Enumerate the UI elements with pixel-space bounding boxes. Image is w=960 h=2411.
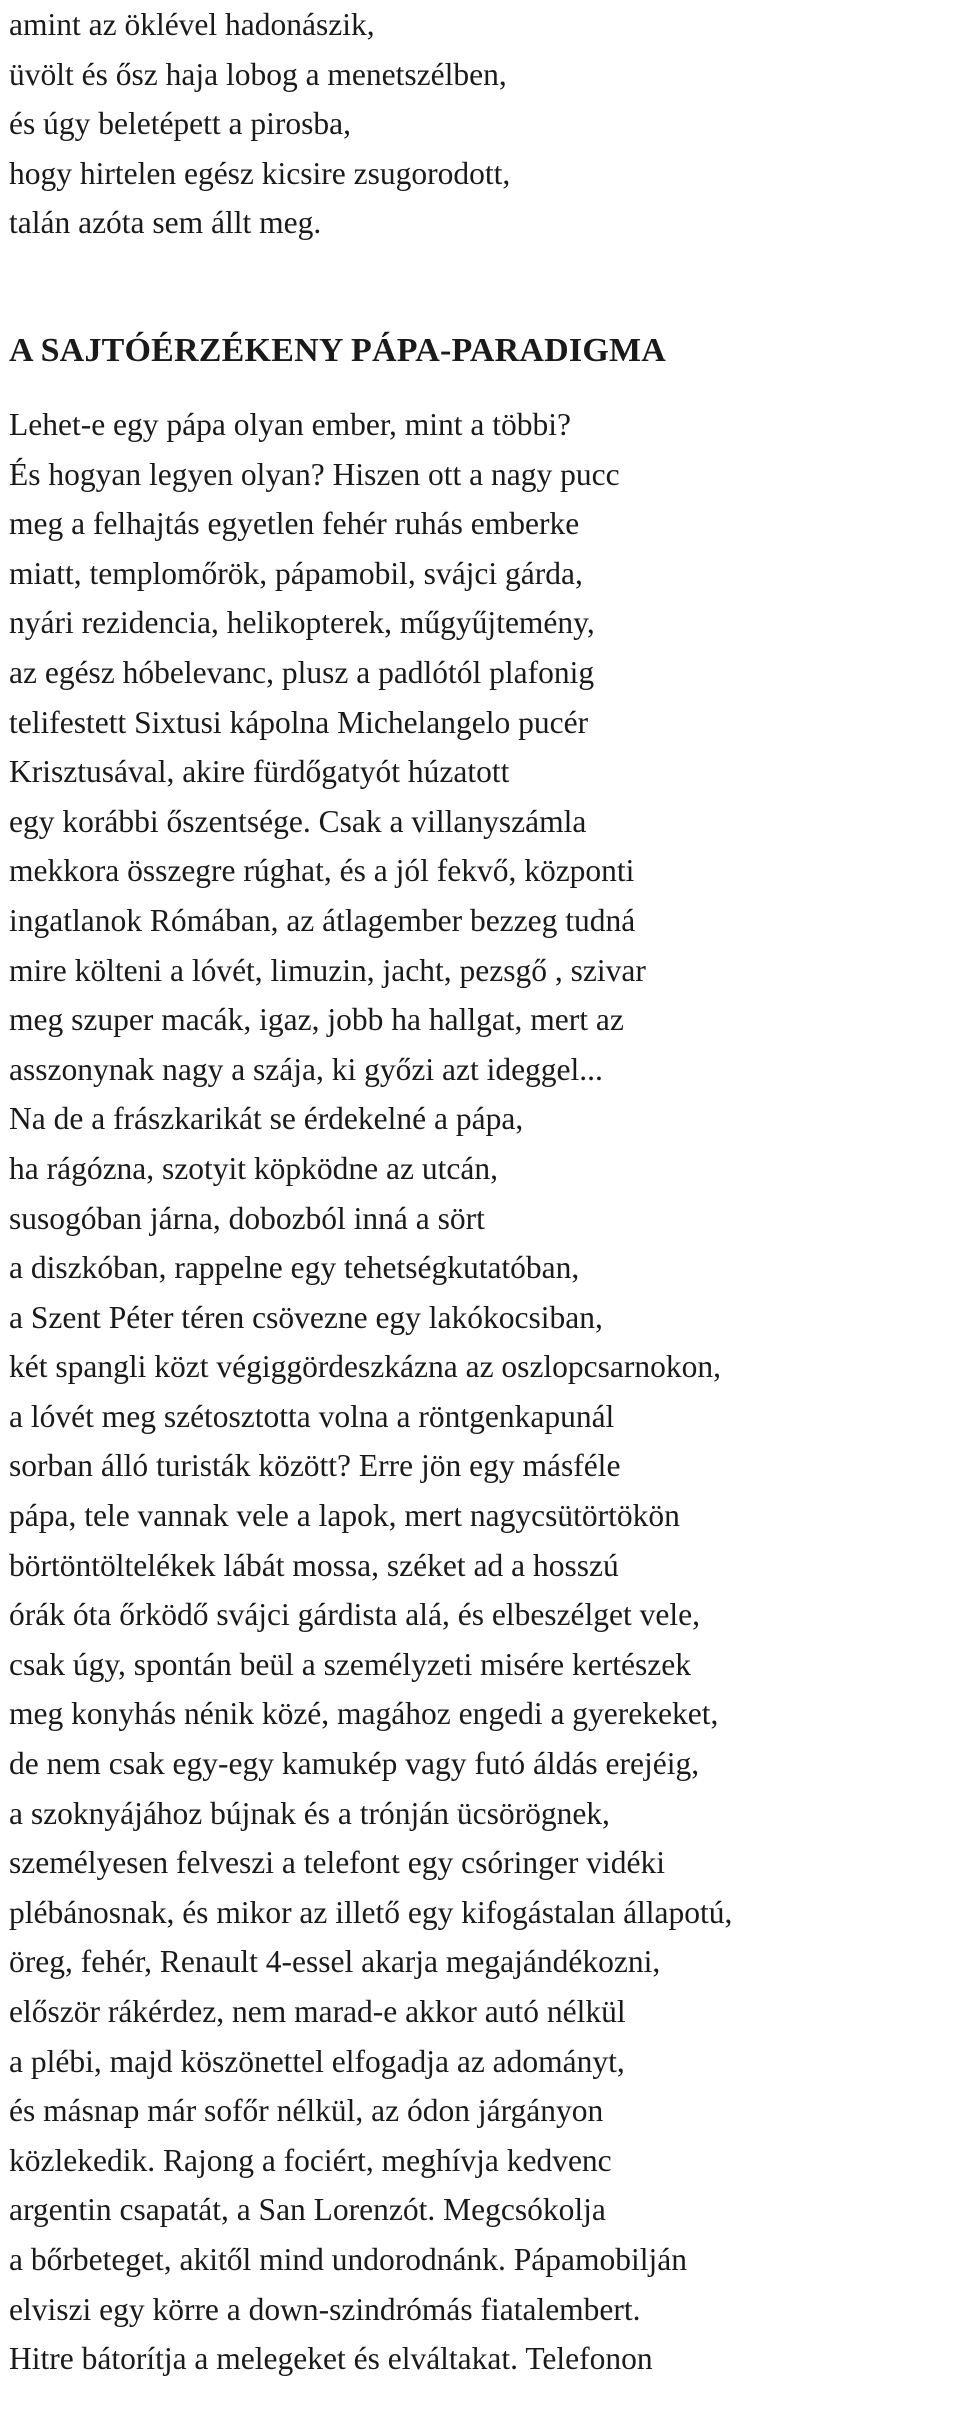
section-title: A SAJTÓÉRZÉKENY PÁPA-PARADIGMA: [9, 332, 667, 369]
poem-line: argentin csapatát, a San Lorenzót. Megcsókolja: [9, 2192, 606, 2228]
poem-line: a plébi, majd köszönettel elfogadja az adományt,: [9, 2043, 625, 2079]
poem-line: hogy hirtelen egész kicsire zsugorodott,: [9, 155, 511, 191]
poem-line: telifestett Sixtusi kápolna Michelangelo pucér: [9, 704, 589, 740]
poem-line: susogóban járna, dobozból inná a sört: [9, 1200, 485, 1236]
poem-line: Krisztusával, akire fürdőgatyót húzatott: [9, 754, 510, 790]
poem-line: mekkora összegre rúghat, és a jól fekvő, központi: [9, 853, 635, 889]
poem-line: elviszi egy körre a down-szindrómás fiatalembert.: [9, 2291, 641, 2327]
poem-line: két spangli közt végiggördeszkázna az oszlopcsarnokon,: [9, 1349, 722, 1385]
poem-line: üvölt és ősz haja lobog a menetszélben,: [9, 56, 507, 92]
poem-line: meg a felhajtás egyetlen fehér ruhás emberke: [9, 506, 580, 542]
poem-line: a lóvét meg szétosztotta volna a röntgenkapunál: [9, 1398, 615, 1434]
poem-line: Lehet-e egy pápa olyan ember, mint a többi?: [9, 407, 572, 442]
poem-line: az egész hóbelevanc, plusz a padlótól plafonig: [9, 654, 595, 690]
poem-line: börtöntöltelékek lábát mossa, széket ad a hosszú: [9, 1547, 619, 1583]
poem-line: meg konyhás nénik közé, magához engedi a gyerekeket,: [9, 1696, 719, 1732]
poem-line: a bőrbeteget, akitől mind undorodnánk. Pápamobilján: [9, 2241, 687, 2277]
poem-line: miatt, templomőrök, pápamobil, svájci gárda,: [9, 555, 583, 591]
poem-line: és másnap már sofőr nélkül, az ódon járgányon: [9, 2093, 604, 2129]
poem-line: a diszkóban, rappelne egy tehetségkutatóban,: [9, 1250, 580, 1286]
poem-line: a szoknyájához bújnak és a trónján ücsörögnek,: [9, 1795, 610, 1831]
poem-line: És hogyan legyen olyan? Hiszen ott a nagy pucc: [9, 456, 620, 492]
poem-line: asszonynak nagy a szája, ki győzi azt ideggel...: [9, 1051, 603, 1087]
poem-line: és úgy beletépett a pirosba,: [9, 106, 352, 142]
poem-line: talán azóta sem állt meg.: [9, 205, 322, 241]
poem-line: ha rágózna, szotyit köpködne az utcán,: [9, 1150, 498, 1186]
poem-line: plébánosnak, és mikor az illető egy kifogástalan állapotú,: [9, 1894, 733, 1930]
poem-line: öreg, fehér, Renault 4-essel akarja megajándékozni,: [9, 1944, 661, 1980]
poem-line: meg szuper macák, igaz, jobb ha hallgat, mert az: [9, 1002, 624, 1038]
poem-line: Na de a frászkarikát se érdekelné a pápa,: [9, 1101, 524, 1137]
poem-line: egy korábbi őszentsége. Csak a villanyszámla: [9, 803, 587, 839]
poem-line: amint az öklével hadonászik,: [9, 7, 375, 42]
poem-line: csak úgy, spontán beül a személyzeti misére kertészek: [9, 1646, 691, 1682]
poem-line: sorban álló turisták között? Erre jön egy másféle: [9, 1448, 621, 1484]
poem-line: Hitre bátorítja a melegeket és elváltakat. Telefonon: [9, 2341, 653, 2377]
poem-line: órák óta őrködő svájci gárdista alá, és elbeszélget vele,: [9, 1597, 700, 1633]
poem-line: pápa, tele vannak vele a lapok, mert nagycsütörtökön: [9, 1498, 680, 1534]
poem-line: nyári rezidencia, helikopterek, műgyűjtemény,: [9, 605, 595, 641]
poem-line: először rákérdez, nem marad-e akkor autó nélkül: [9, 1994, 626, 2029]
poem-line: a Szent Péter téren csövezne egy lakókocsiban,: [9, 1299, 603, 1335]
poem-line: személyesen felveszi a telefont egy csóringer vidéki: [9, 1845, 665, 1881]
poem-line: ingatlanok Rómában, az átlagember bezzeg tudná: [9, 902, 636, 938]
poem-stanza-main: [9, 400, 732, 2384]
poem-line: de nem csak egy-egy kamukép vagy futó áldás erejéig,: [9, 1746, 700, 1782]
poem-stanza-opening: [9, 0, 510, 248]
poem-line: mire költeni a lóvét, limuzin, jacht, pezsgő , szivar: [9, 952, 646, 988]
poem-line: közlekedik. Rajong a fociért, meghívja kedvenc: [9, 2142, 612, 2178]
